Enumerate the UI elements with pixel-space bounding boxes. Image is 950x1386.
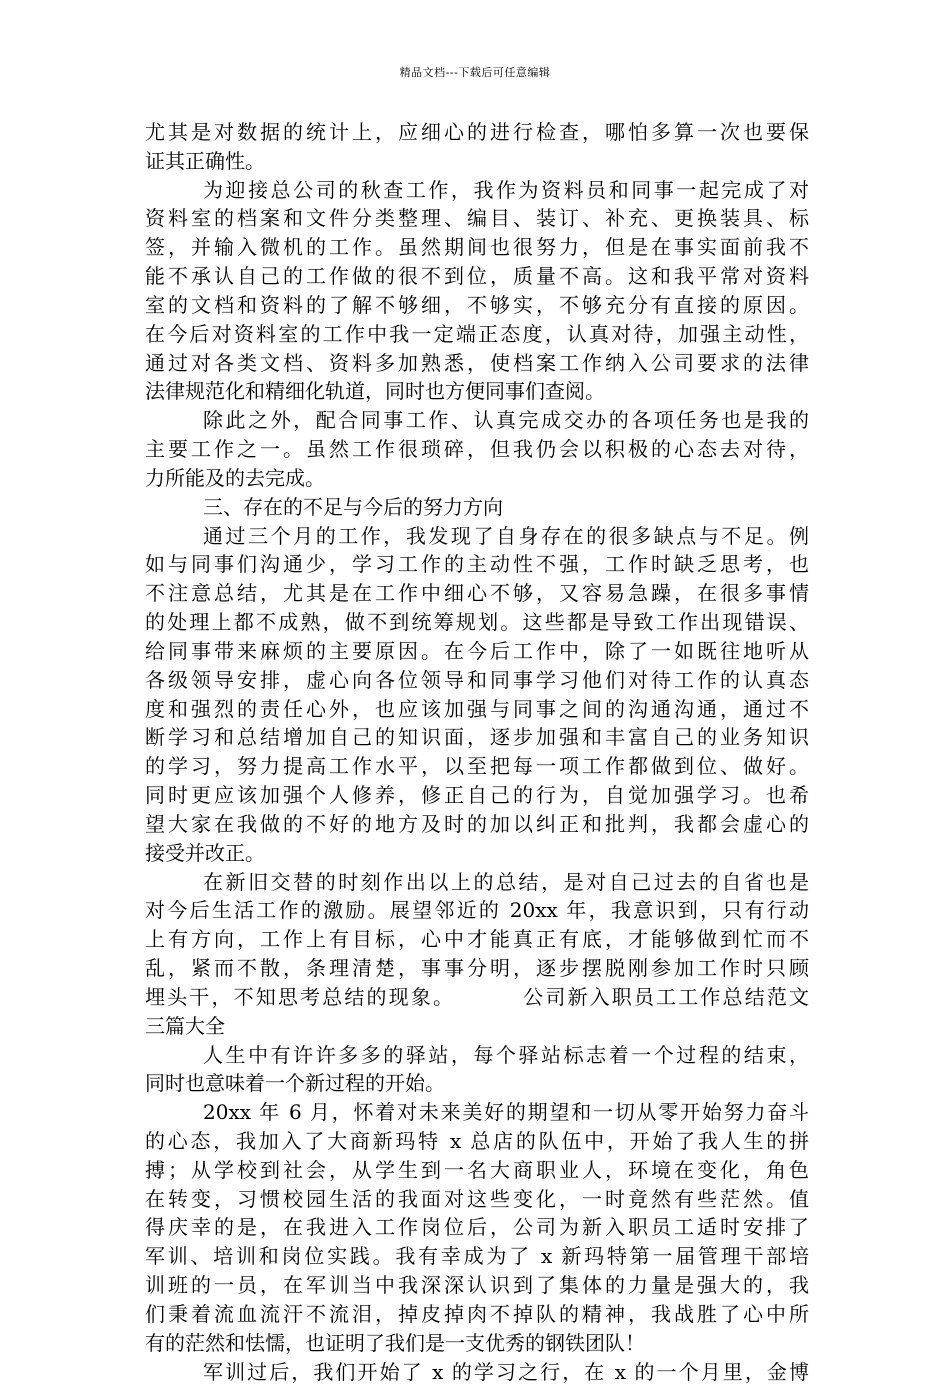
text-line: 的心态，我加入了大商新玛特 x 总店的队伍中，开始了我人生的拼 [145,1128,809,1153]
page-header: 精品文档---下载后可任意编辑 [399,66,551,79]
text-line: 如与同事们沟通少，学习工作的主动性不强，工作时缺乏思考，也 [145,552,809,577]
text-line: 除此之外，配合同事工作、认真完成交办的各项任务也是我的 [203,408,809,433]
text-line: 证其正确性。 [145,148,265,173]
document-body [145,118,809,1386]
text-line: 搏；从学校到社会，从学生到一名大商职业人，环境在变化，角色 [145,1157,809,1182]
text-line: 同时更应该加强个人修养，修正自己的行为，自觉加强学习。也希 [145,783,809,808]
text-line: 望大家在我做的不好的地方及时的加以纠正和批判，我都会虚心的 [145,811,809,836]
text-line: 有的茫然和怯懦，也证明了我们是一支优秀的钢铁团队！ [145,1330,645,1355]
text-line: 训班的一员，在军训当中我深深认识到了集体的力量是强大的，我 [145,1273,809,1298]
text-line: 断学习和总结增加自己的知识面，逐步加强和丰富自己的业务知识 [145,725,809,750]
text-line: 室的文档和资料的了解不够细，不够实，不够充分有直接的原因。 [145,292,809,317]
text-line: 不注意总结，尤其是在工作中细心不够，又容易急躁，在很多事情 [145,581,809,606]
text-line: 通过对各类文档、资料多加熟悉，使档案工作纳入公司要求的法律 [145,350,809,375]
text-line: 度和强烈的责任心外，也应该加强与同事之间的沟通沟通，通过不 [145,696,809,721]
text-line: 力所能及的去完成。 [145,465,325,490]
text-line: 三篇大全 [145,1013,225,1038]
text-line: 埋头干，不知思考总结的现象。 公司新入职员工工作总结范文 [145,984,809,1009]
text-line: 在今后对资料室的工作中我一定端正态度，认真对待，加强主动性， [145,321,809,346]
text-line: 尤其是对数据的统计上，应细心的进行检查，哪怕多算一次也要保 [145,120,809,144]
text-line: 通过三个月的工作，我发现了自身存在的很多缺点与不足。例 [203,523,809,548]
text-line: 的学习，努力提高工作水平，以至把每一项工作都做到位、做好。 [145,754,809,779]
text-line: 各级领导安排，虚心向各位领导和同事学习他们对待工作的认真态 [145,667,809,692]
text-line: 人生中有许许多多的驿站，每个驿站标志着一个过程的结束， [203,1042,809,1067]
text-line: 乱，紧而不散，条理清楚，事事分明，逐步摆脱刚参加工作时只顾 [145,956,809,981]
text-line: 在新旧交替的时刻作出以上的总结，是对自己过去的自省也是 [203,869,809,894]
text-line: 签，并输入微机的工作。虽然期间也很努力，但是在事实面前我不 [145,235,809,260]
text-line: 的处理上都不成熟，做不到统筹规划。这些都是导致工作出现错误、 [145,610,809,635]
text-line: 们秉着流血流汗不流泪，掉皮掉肉不掉队的精神，我战胜了心中所 [145,1301,809,1326]
text-line: 同时也意味着一个新过程的开始。 [145,1071,445,1096]
text-line: 资料室的档案和文件分类整理、编目、装订、补充、更换装具、标 [145,206,809,231]
text-line: 上有方向，工作上有目标，心中才能真正有底，才能够做到忙而不 [145,927,809,952]
text-line: 军训过后，我们开始了 x 的学习之行，在 x 的一个月里，金博 [203,1359,809,1384]
text-line: 给同事带来麻烦的主要原因。在今后工作中，除了一如既往地听从 [145,638,809,663]
text-line: 在转变，习惯校园生活的我面对这些变化，一时竟然有些茫然。值 [145,1186,809,1211]
text-line: 为迎接总公司的秋查工作，我作为资料员和同事一起完成了对 [203,177,809,202]
text-line: 对今后生活工作的激励。展望邻近的 20xx 年，我意识到，只有行动 [145,898,809,923]
text-line: 能不承认自己的工作做的很不到位，质量不高。这和我平常对资料 [145,264,809,289]
text-line: 三、存在的不足与今后的努力方向 [203,494,503,519]
text-line: 主要工作之一。虽然工作很琐碎，但我仍会以积极的心态去对待， [145,437,809,462]
text-line: 法律规范化和精细化轨道，同时也方便同事们查阅。 [145,379,605,404]
text-line: 接受并改正。 [145,840,265,865]
text-line: 军训、培训和岗位实践。我有幸成为了 x 新玛特第一届管理干部培 [145,1244,809,1269]
text-line: 20xx 年 6 月，怀着对未来美好的期望和一切从零开始努力奋斗 [203,1100,809,1125]
text-line: 得庆幸的是，在我进入工作岗位后，公司为新入职员工适时安排了 [145,1215,809,1240]
